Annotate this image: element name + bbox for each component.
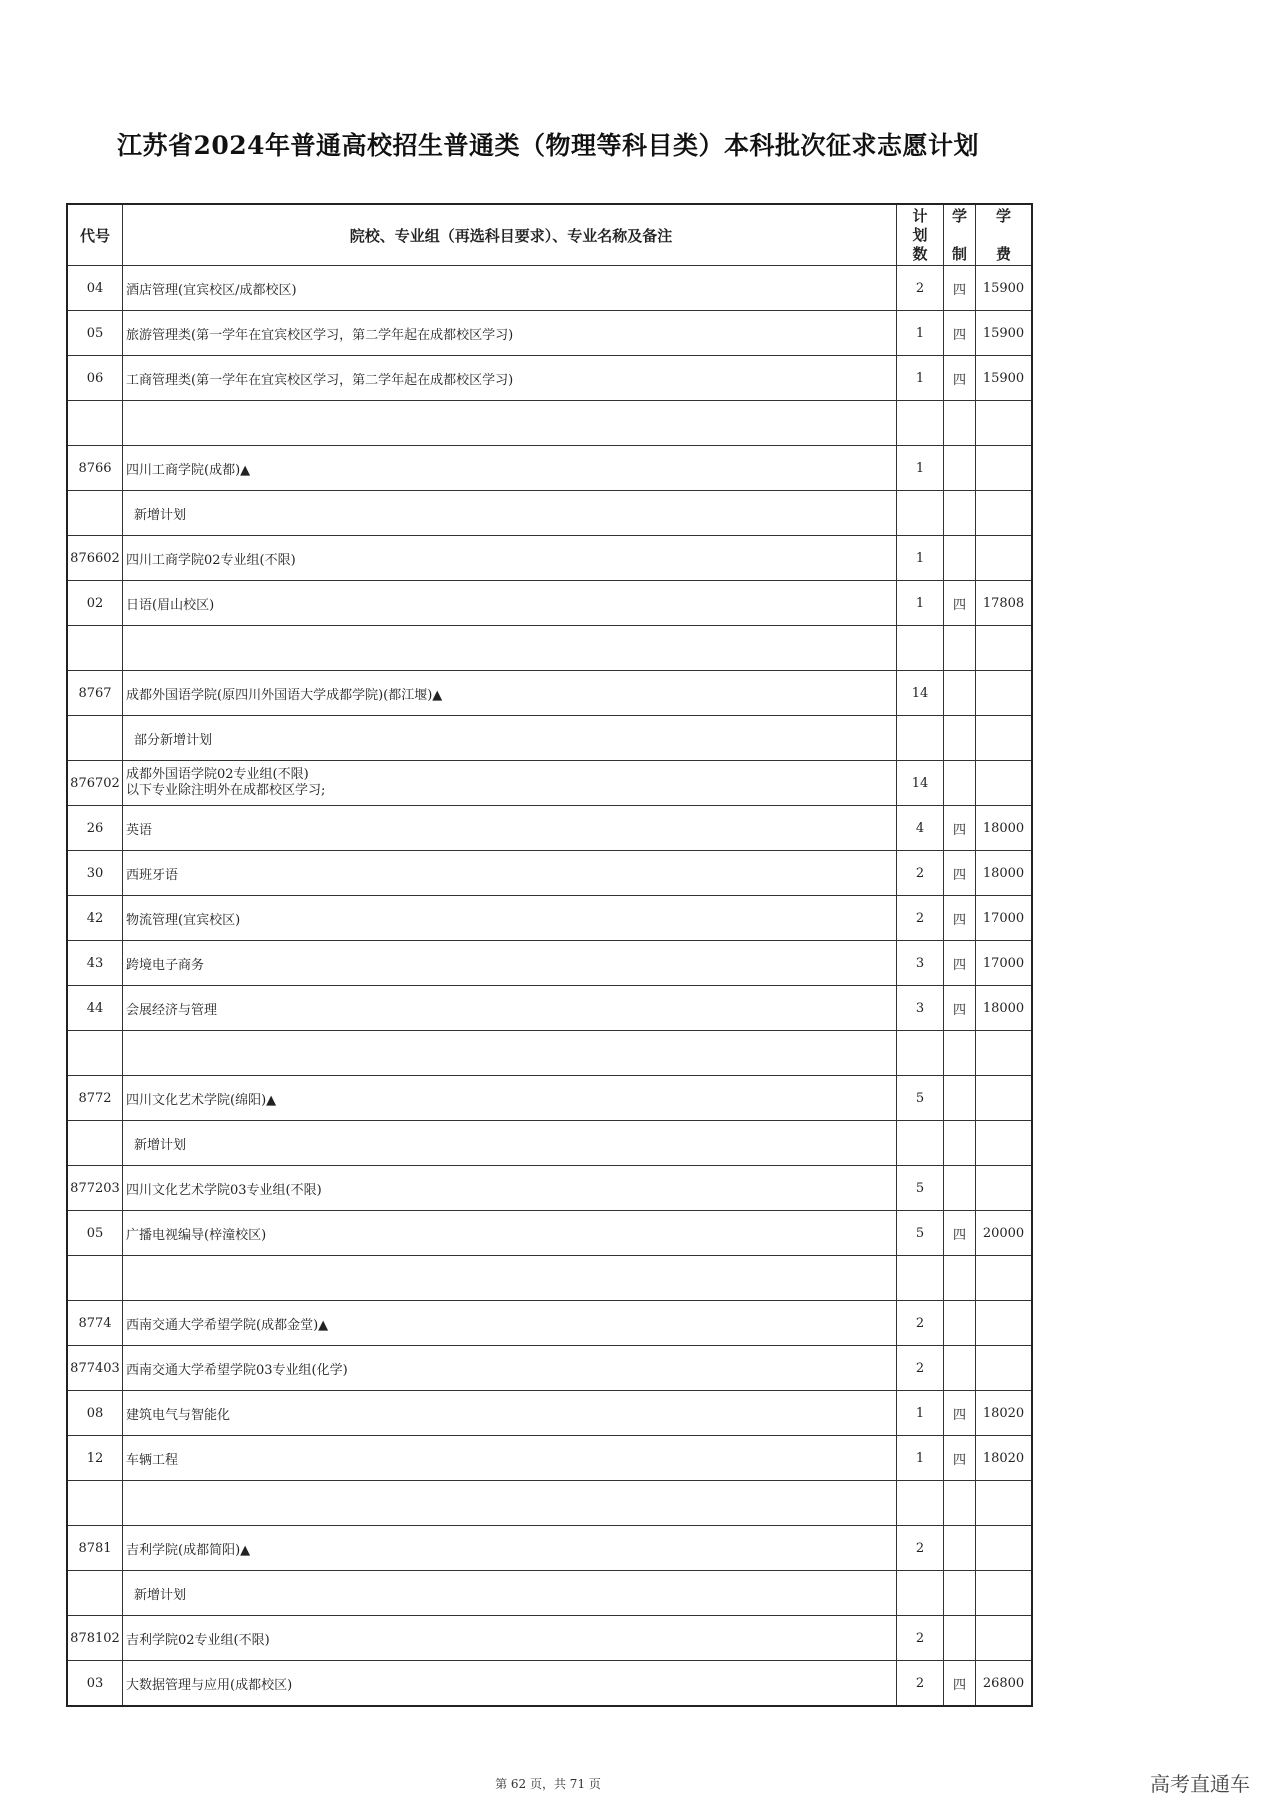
cell-code: 12 bbox=[67, 1436, 123, 1481]
cell-name bbox=[123, 806, 897, 851]
cell-fee: 18000 bbox=[976, 851, 1033, 896]
table-row bbox=[67, 536, 1032, 581]
cell-fee bbox=[976, 446, 1033, 491]
cell-plan bbox=[897, 1571, 944, 1616]
table-row bbox=[67, 851, 1032, 896]
table-row bbox=[67, 626, 1032, 671]
table-header-row bbox=[67, 204, 1032, 266]
cell-name-text: 工商管理类(第一学年在宜宾校区学习，第二学年起在成都校区学习) bbox=[126, 372, 514, 388]
table-row bbox=[67, 896, 1032, 941]
cell-plan: 2 bbox=[897, 1616, 944, 1661]
cell-name-text: 车辆工程 bbox=[126, 1452, 179, 1468]
cell-fee: 17000 bbox=[976, 941, 1033, 986]
table-row bbox=[67, 1436, 1032, 1481]
cell-name-text: 会展经济与管理 bbox=[126, 1002, 218, 1018]
cell-code: 8781 bbox=[67, 1526, 123, 1571]
cell-fee: 18000 bbox=[976, 806, 1033, 851]
cell-fee: 18000 bbox=[976, 986, 1033, 1031]
cell-code: 05 bbox=[67, 311, 123, 356]
cell-code bbox=[67, 1481, 123, 1526]
cell-system bbox=[944, 671, 976, 716]
cell-name-text: 西南交通大学希望学院03专业组(化学) bbox=[126, 1362, 348, 1378]
cell-code: 876602 bbox=[67, 536, 123, 581]
table-row bbox=[67, 401, 1032, 446]
cell-name-text: 西班牙语 bbox=[126, 867, 179, 883]
cell-system: 四 bbox=[944, 1436, 976, 1481]
cell-note: 新增计划 bbox=[134, 1137, 187, 1153]
table-row bbox=[67, 761, 1032, 806]
cell-code: 877203 bbox=[67, 1166, 123, 1211]
cell-plan: 2 bbox=[897, 1661, 944, 1707]
table-row bbox=[67, 1256, 1032, 1301]
header-system bbox=[944, 204, 976, 266]
cell-fee bbox=[976, 1121, 1033, 1166]
cell-name bbox=[123, 896, 897, 941]
header-system-line: 制 bbox=[951, 244, 967, 263]
cell-name-text: 吉利学院(成都简阳)▲ bbox=[126, 1542, 251, 1558]
table-row bbox=[67, 1301, 1032, 1346]
cell-plan bbox=[897, 1256, 944, 1301]
cell-plan: 2 bbox=[897, 1526, 944, 1571]
cell-system bbox=[944, 491, 976, 536]
cell-code bbox=[67, 626, 123, 671]
cell-plan: 1 bbox=[897, 356, 944, 401]
cell-plan: 14 bbox=[897, 761, 944, 806]
cell-system bbox=[944, 1571, 976, 1616]
cell-fee: 20000 bbox=[976, 1211, 1033, 1256]
cell-fee bbox=[976, 1256, 1033, 1301]
cell-name-text: 大数据管理与应用(成都校区) bbox=[126, 1677, 293, 1693]
cell-plan bbox=[897, 1121, 944, 1166]
cell-fee: 17000 bbox=[976, 896, 1033, 941]
cell-code: 878102 bbox=[67, 1616, 123, 1661]
cell-plan: 2 bbox=[897, 896, 944, 941]
cell-fee: 15900 bbox=[976, 311, 1033, 356]
cell-system: 四 bbox=[944, 941, 976, 986]
cell-plan: 3 bbox=[897, 986, 944, 1031]
cell-system bbox=[944, 1481, 976, 1526]
table-row bbox=[67, 1211, 1032, 1256]
table-row bbox=[67, 356, 1032, 401]
table-row bbox=[67, 1076, 1032, 1121]
header-fee-line: 费 bbox=[995, 244, 1011, 263]
cell-code: 03 bbox=[67, 1661, 123, 1707]
table-row bbox=[67, 671, 1032, 716]
cell-system: 四 bbox=[944, 986, 976, 1031]
cell-plan: 14 bbox=[897, 671, 944, 716]
cell-name bbox=[123, 1031, 897, 1076]
cell-name-text: 建筑电气与智能化 bbox=[126, 1407, 231, 1423]
cell-name bbox=[123, 1301, 897, 1346]
cell-fee bbox=[976, 1616, 1033, 1661]
table-row bbox=[67, 1121, 1032, 1166]
cell-code bbox=[67, 1256, 123, 1301]
cell-name bbox=[123, 626, 897, 671]
cell-code: 30 bbox=[67, 851, 123, 896]
cell-system bbox=[944, 1526, 976, 1571]
page-footer: 第 62 页，共 71 页 bbox=[495, 1777, 601, 1791]
cell-code: 44 bbox=[67, 986, 123, 1031]
cell-system bbox=[944, 1616, 976, 1661]
cell-plan: 1 bbox=[897, 311, 944, 356]
table-row bbox=[67, 1166, 1032, 1211]
cell-code: 42 bbox=[67, 896, 123, 941]
cell-plan: 5 bbox=[897, 1211, 944, 1256]
header-plan-line: 划 bbox=[912, 225, 928, 244]
cell-fee: 17808 bbox=[976, 581, 1033, 626]
cell-name-text: 旅游管理类(第一学年在宜宾校区学习，第二学年起在成都校区学习) bbox=[126, 327, 514, 343]
cell-plan: 1 bbox=[897, 1391, 944, 1436]
table-row bbox=[67, 716, 1032, 761]
cell-plan bbox=[897, 1481, 944, 1526]
table-row bbox=[67, 1661, 1032, 1707]
header-plan-line: 计 bbox=[912, 206, 928, 225]
cell-name-main: 成都外国语学院02专业组(不限) bbox=[126, 767, 309, 782]
cell-system: 四 bbox=[944, 806, 976, 851]
cell-name bbox=[123, 1211, 897, 1256]
table-row bbox=[67, 311, 1032, 356]
cell-name-text: 西南交通大学希望学院(成都金堂)▲ bbox=[126, 1317, 329, 1333]
cell-system bbox=[944, 536, 976, 581]
cell-code bbox=[67, 1031, 123, 1076]
cell-system bbox=[944, 1166, 976, 1211]
cell-name-text: 四川工商学院(成都)▲ bbox=[126, 462, 251, 478]
cell-code: 05 bbox=[67, 1211, 123, 1256]
cell-plan bbox=[897, 716, 944, 761]
cell-name-text: 四川文化艺术学院(绵阳)▲ bbox=[126, 1092, 277, 1108]
cell-name-text: 跨境电子商务 bbox=[126, 957, 205, 973]
cell-fee bbox=[976, 536, 1033, 581]
cell-fee bbox=[976, 1346, 1033, 1391]
cell-name bbox=[123, 986, 897, 1031]
table-row bbox=[67, 986, 1032, 1031]
cell-system bbox=[944, 716, 976, 761]
cell-name bbox=[123, 1526, 897, 1571]
cell-system: 四 bbox=[944, 581, 976, 626]
cell-name bbox=[123, 356, 897, 401]
cell-plan: 1 bbox=[897, 536, 944, 581]
cell-name-text: 四川文化艺术学院03专业组(不限) bbox=[126, 1182, 322, 1198]
watermark: 高考直通车 bbox=[1150, 1772, 1250, 1796]
cell-name-sub: 以下专业除注明外在成都校区学习; bbox=[126, 783, 326, 798]
cell-system bbox=[944, 1076, 976, 1121]
cell-fee bbox=[976, 761, 1033, 806]
cell-fee: 18020 bbox=[976, 1391, 1033, 1436]
cell-plan: 1 bbox=[897, 581, 944, 626]
cell-code: 43 bbox=[67, 941, 123, 986]
cell-name-text: 广播电视编导(梓潼校区) bbox=[126, 1227, 267, 1243]
cell-plan bbox=[897, 491, 944, 536]
cell-name-text: 吉利学院02专业组(不限) bbox=[126, 1632, 270, 1648]
cell-name bbox=[123, 266, 897, 311]
cell-fee bbox=[976, 626, 1033, 671]
cell-name bbox=[123, 581, 897, 626]
cell-code bbox=[67, 401, 123, 446]
cell-name bbox=[123, 1616, 897, 1661]
cell-plan bbox=[897, 401, 944, 446]
cell-fee bbox=[976, 1166, 1033, 1211]
header-name: 院校、专业组（再选科目要求）、专业名称及备注 bbox=[123, 204, 897, 266]
cell-system bbox=[944, 1121, 976, 1166]
cell-fee bbox=[976, 1571, 1033, 1616]
cell-name bbox=[123, 401, 897, 446]
cell-name bbox=[123, 1256, 897, 1301]
cell-system bbox=[944, 1031, 976, 1076]
enrollment-plan-table bbox=[66, 203, 1033, 1707]
cell-code bbox=[67, 1571, 123, 1616]
cell-system: 四 bbox=[944, 266, 976, 311]
table-row bbox=[67, 806, 1032, 851]
cell-name-text: 成都外国语学院(原四川外国语大学成都学院)(都江堰)▲ bbox=[126, 687, 443, 703]
header-system-line: 学 bbox=[951, 206, 967, 225]
table-row bbox=[67, 266, 1032, 311]
cell-system bbox=[944, 1301, 976, 1346]
cell-code: 06 bbox=[67, 356, 123, 401]
table-row bbox=[67, 1346, 1032, 1391]
table-row bbox=[67, 446, 1032, 491]
cell-plan: 5 bbox=[897, 1076, 944, 1121]
table-row bbox=[67, 1481, 1032, 1526]
cell-fee bbox=[976, 1076, 1033, 1121]
cell-code: 26 bbox=[67, 806, 123, 851]
cell-name bbox=[123, 671, 897, 716]
cell-name bbox=[123, 446, 897, 491]
cell-fee bbox=[976, 401, 1033, 446]
header-fee-line: 学 bbox=[995, 206, 1011, 225]
cell-name bbox=[123, 311, 897, 356]
cell-name bbox=[123, 1391, 897, 1436]
cell-fee bbox=[976, 671, 1033, 716]
cell-name bbox=[123, 1121, 897, 1166]
cell-plan: 2 bbox=[897, 1301, 944, 1346]
table-row bbox=[67, 1616, 1032, 1661]
cell-name bbox=[123, 716, 897, 761]
cell-fee bbox=[976, 1526, 1033, 1571]
cell-plan: 1 bbox=[897, 1436, 944, 1481]
cell-note: 部分新增计划 bbox=[134, 732, 213, 748]
cell-name bbox=[123, 536, 897, 581]
cell-name-text: 物流管理(宜宾校区) bbox=[126, 912, 241, 928]
cell-name bbox=[123, 1346, 897, 1391]
cell-fee bbox=[976, 1481, 1033, 1526]
cell-name bbox=[123, 1166, 897, 1211]
cell-fee: 15900 bbox=[976, 356, 1033, 401]
cell-name bbox=[123, 1436, 897, 1481]
cell-code bbox=[67, 491, 123, 536]
cell-code: 8772 bbox=[67, 1076, 123, 1121]
cell-fee bbox=[976, 1301, 1033, 1346]
header-code: 代号 bbox=[67, 204, 123, 266]
cell-name bbox=[123, 941, 897, 986]
cell-system bbox=[944, 626, 976, 671]
cell-name bbox=[123, 1076, 897, 1121]
cell-name-text: 日语(眉山校区) bbox=[126, 597, 215, 613]
cell-system bbox=[944, 1346, 976, 1391]
cell-fee: 15900 bbox=[976, 266, 1033, 311]
cell-system bbox=[944, 1256, 976, 1301]
cell-plan: 2 bbox=[897, 1346, 944, 1391]
cell-name bbox=[123, 491, 897, 536]
cell-fee bbox=[976, 491, 1033, 536]
cell-code: 876702 bbox=[67, 761, 123, 806]
cell-plan bbox=[897, 626, 944, 671]
cell-code: 8774 bbox=[67, 1301, 123, 1346]
cell-name bbox=[123, 851, 897, 896]
header-fee bbox=[976, 204, 1033, 266]
cell-system: 四 bbox=[944, 896, 976, 941]
header-plan bbox=[897, 204, 944, 266]
cell-name bbox=[123, 761, 897, 806]
cell-note: 新增计划 bbox=[134, 507, 187, 523]
cell-plan: 2 bbox=[897, 851, 944, 896]
table-row bbox=[67, 1526, 1032, 1571]
cell-code: 8767 bbox=[67, 671, 123, 716]
cell-name-text: 英语 bbox=[126, 822, 153, 838]
header-plan-line: 数 bbox=[912, 244, 928, 263]
cell-code: 08 bbox=[67, 1391, 123, 1436]
cell-name-text: 四川工商学院02专业组(不限) bbox=[126, 552, 296, 568]
cell-fee bbox=[976, 1031, 1033, 1076]
cell-note: 新增计划 bbox=[134, 1587, 187, 1603]
cell-fee: 26800 bbox=[976, 1661, 1033, 1707]
table-body bbox=[67, 266, 1032, 1707]
cell-code: 02 bbox=[67, 581, 123, 626]
table-row bbox=[67, 491, 1032, 536]
cell-code: 04 bbox=[67, 266, 123, 311]
cell-name bbox=[123, 1571, 897, 1616]
cell-code: 877403 bbox=[67, 1346, 123, 1391]
cell-system: 四 bbox=[944, 311, 976, 356]
cell-system: 四 bbox=[944, 1211, 976, 1256]
cell-code: 8766 bbox=[67, 446, 123, 491]
cell-plan bbox=[897, 1031, 944, 1076]
cell-system bbox=[944, 446, 976, 491]
cell-plan: 2 bbox=[897, 266, 944, 311]
table-row bbox=[67, 1571, 1032, 1616]
cell-plan: 4 bbox=[897, 806, 944, 851]
cell-name bbox=[123, 1661, 897, 1707]
cell-system bbox=[944, 761, 976, 806]
cell-system: 四 bbox=[944, 356, 976, 401]
cell-plan: 3 bbox=[897, 941, 944, 986]
cell-code bbox=[67, 1121, 123, 1166]
cell-fee bbox=[976, 716, 1033, 761]
table-row bbox=[67, 941, 1032, 986]
table-row bbox=[67, 1031, 1032, 1076]
cell-fee: 18020 bbox=[976, 1436, 1033, 1481]
cell-system: 四 bbox=[944, 1391, 976, 1436]
cell-code bbox=[67, 716, 123, 761]
page-title: 江苏省2024年普通高校招生普通类（物理等科目类）本科批次征求志愿计划 bbox=[116, 131, 980, 160]
table-row bbox=[67, 581, 1032, 626]
cell-name bbox=[123, 1481, 897, 1526]
cell-name-text: 酒店管理(宜宾校区/成都校区) bbox=[126, 282, 297, 298]
table-row bbox=[67, 1391, 1032, 1436]
cell-plan: 5 bbox=[897, 1166, 944, 1211]
cell-system: 四 bbox=[944, 851, 976, 896]
cell-plan: 1 bbox=[897, 446, 944, 491]
cell-system bbox=[944, 401, 976, 446]
cell-system: 四 bbox=[944, 1661, 976, 1707]
